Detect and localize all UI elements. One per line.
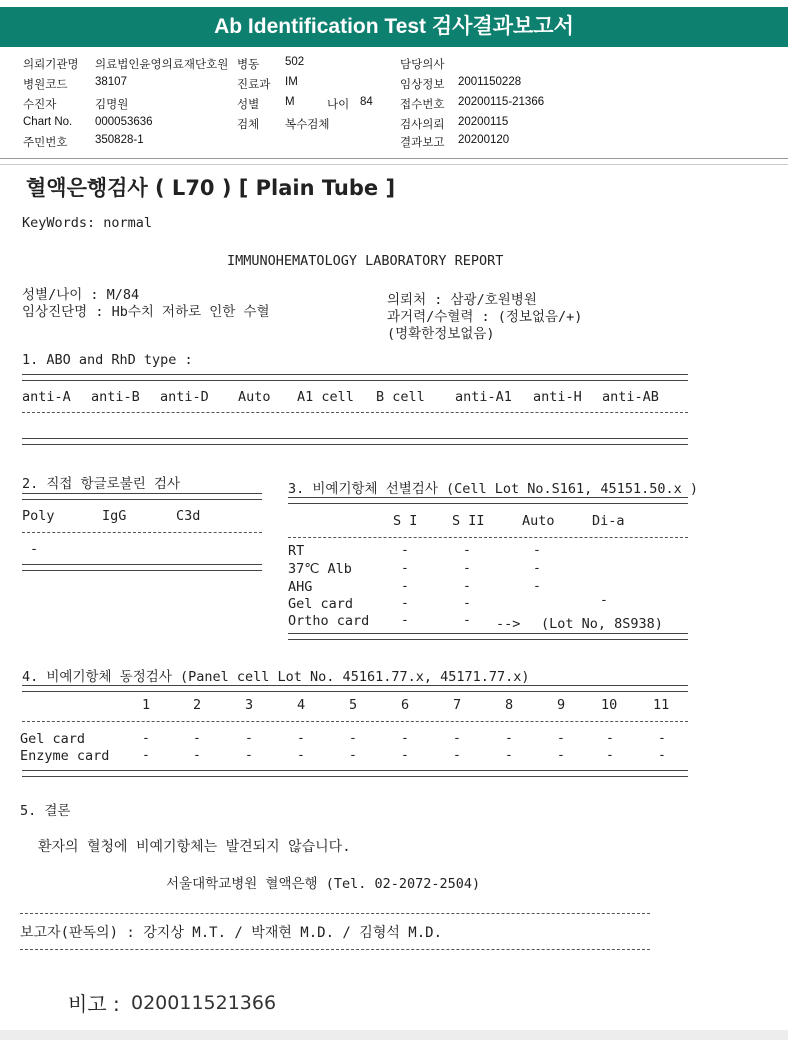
s3-mark: - [533, 579, 541, 594]
examinee-label: 수진자 [23, 99, 57, 111]
institution-value: 의료법인윤영의료재단호원 [95, 59, 229, 71]
s3-double-line-bottom [288, 633, 688, 640]
diagnosis: 임상진단명 : Hb수치 저하로 인한 수혈 [22, 304, 270, 320]
clinical-info-value: 2001150228 [458, 76, 522, 88]
s4-row-label: Enzyme card [20, 748, 110, 764]
s3-col: S I [393, 513, 418, 529]
reporter: 보고자(판독의) : 강지상 M.T. / 박재현 M.D. / 김형석 M.D. [20, 925, 443, 941]
s3-mark: - [401, 596, 409, 611]
s3-arrow: --> [496, 616, 521, 632]
s4-mark: - [297, 748, 305, 763]
report-date-value: 20200120 [458, 134, 510, 146]
request-label: 검사의뢰 [400, 119, 445, 131]
resident-no-value: 350828-1 [95, 134, 144, 146]
s4-col: 9 [557, 697, 566, 713]
s4-mark: - [557, 731, 565, 746]
s1-col: A1 cell [297, 389, 354, 405]
s3-mark: - [463, 579, 471, 594]
s1-col: anti-H [533, 389, 582, 405]
s2-value: - [30, 541, 39, 557]
ward-label: 병동 [237, 59, 260, 71]
s4-line-mid [22, 721, 688, 722]
s3-lot-note: (Lot No, 8S938) [541, 616, 663, 632]
s3-mark: - [401, 613, 409, 628]
s4-mark: - [557, 748, 565, 763]
sex-label: 성별 [237, 99, 260, 111]
s1-double-line-bottom [22, 438, 688, 445]
s3-mark: - [463, 561, 471, 576]
s4-mark: - [606, 748, 614, 763]
s4-mark: - [606, 731, 614, 746]
s4-col: 8 [505, 697, 514, 713]
s4-mark: - [193, 731, 201, 746]
s4-mark: - [453, 731, 461, 746]
institution-label: 의뢰기관명 [23, 59, 79, 71]
specimen-value: 복수검체 [285, 119, 330, 131]
s4-col: 1 [142, 697, 151, 713]
s4-mark: - [245, 731, 253, 746]
s3-row-label: 37℃ Alb [288, 561, 352, 577]
s3-col: Di-a [592, 513, 625, 529]
s4-col: 4 [297, 697, 306, 713]
section-1-title: 1. ABO and RhD type : [22, 352, 193, 368]
section-4-title: 4. 비예기항체 동정검사 (Panel cell Lot No. 45161.77.x, 45171.77.x) [22, 669, 530, 685]
receipt-no-value: 20200115-21366 [458, 96, 545, 108]
s3-mark: - [401, 543, 409, 558]
ward-value: 502 [285, 56, 305, 68]
s3-mark: - [533, 543, 541, 558]
s3-mark: - [463, 543, 471, 558]
report-heading: 혈액은행검사 ( L70 ) [ Plain Tube ] [26, 176, 396, 200]
s1-col: anti-A [22, 389, 71, 405]
chart-no-value: 000053636 [95, 116, 153, 128]
hospital-code-value: 38107 [95, 76, 127, 88]
sex-value: M [285, 96, 295, 108]
s3-mark: - [463, 613, 471, 628]
s4-mark: - [505, 748, 513, 763]
remark-value: 020011521366 [131, 992, 277, 1014]
s4-mark: - [658, 731, 666, 746]
s4-col: 10 [601, 697, 618, 713]
hospital-code-label: 병원코드 [23, 79, 68, 91]
scanned-report [0, 166, 788, 1030]
s3-line-mid [288, 537, 688, 538]
report-title: Ab Identification Test 검사결과보고서 [0, 7, 788, 47]
s3-row-label: RT [288, 543, 305, 559]
s4-mark: - [349, 748, 357, 763]
s3-mark: - [401, 579, 409, 594]
s3-mark: - [600, 593, 608, 608]
reporter-line-bottom [20, 949, 650, 950]
s1-col: anti-D [160, 389, 209, 405]
s4-mark: - [505, 731, 513, 746]
s3-col: Auto [522, 513, 555, 529]
s1-col: B cell [376, 389, 425, 405]
reporter-line-top [20, 913, 650, 914]
hospital-contact: 서울대학교병원 혈액은행 (Tel. 02-2072-2504) [166, 876, 481, 892]
doctor-label: 담당의사 [400, 59, 445, 71]
s2-col: Poly [22, 508, 55, 524]
s4-mark: - [193, 748, 201, 763]
s4-mark: - [142, 748, 150, 763]
s4-col: 5 [349, 697, 358, 713]
s4-col: 2 [193, 697, 202, 713]
s3-row-label: Ortho card [288, 613, 370, 629]
s3-col: S II [452, 513, 485, 529]
s4-mark: - [349, 731, 357, 746]
s1-col: anti-A1 [455, 389, 512, 405]
examinee-value: 김명원 [95, 99, 129, 111]
clinical-info-label: 임상정보 [400, 79, 445, 91]
report-date-label: 결과보고 [400, 137, 445, 149]
s2-line-mid [22, 532, 262, 533]
s4-double-line-top [22, 685, 688, 692]
dept-value: IM [285, 76, 298, 88]
s2-col: IgG [102, 508, 127, 524]
remark-label: 비고 : [68, 992, 120, 1016]
s4-col: 6 [401, 697, 410, 713]
section-3-title: 3. 비예기항체 선별검사 (Cell Lot No.S161, 45151.50.x ) [288, 481, 698, 497]
s4-mark: - [401, 731, 409, 746]
keywords: KeyWords: normal [22, 215, 153, 231]
s1-col: anti-AB [602, 389, 659, 405]
chart-no-label: Chart No. [23, 116, 73, 128]
s4-mark: - [401, 748, 409, 763]
age-label: 나이 [327, 99, 350, 111]
s4-mark: - [297, 731, 305, 746]
s2-double-line-bottom [22, 564, 262, 571]
s3-mark: - [463, 596, 471, 611]
request-value: 20200115 [458, 116, 509, 128]
s3-row-label: Gel card [288, 596, 354, 612]
history-note: (명확한정보없음) [387, 326, 495, 342]
s4-col: 3 [245, 697, 254, 713]
s4-row-label: Gel card [20, 731, 86, 747]
s1-col: anti-B [91, 389, 140, 405]
history: 과거력/수혈력 : (정보없음/+) [387, 309, 583, 325]
s4-mark: - [142, 731, 150, 746]
age-value: 84 [360, 96, 373, 108]
info-divider-2 [0, 164, 788, 165]
s1-line-mid [22, 412, 688, 413]
s3-double-line-top [288, 497, 688, 504]
dept-label: 진료과 [237, 79, 271, 91]
s2-col: C3d [176, 508, 201, 524]
resident-no-label: 주민번호 [23, 137, 68, 149]
s2-double-line-top [22, 493, 262, 500]
receipt-no-label: 접수번호 [400, 99, 445, 111]
section-5-title: 5. 결론 [20, 803, 71, 819]
s4-mark: - [453, 748, 461, 763]
s4-col: 11 [653, 697, 670, 713]
section-2-title: 2. 직접 항글로불린 검사 [22, 476, 181, 492]
s4-col: 7 [453, 697, 462, 713]
specimen-label: 검체 [237, 119, 260, 131]
conclusion: 환자의 혈청에 비예기항체는 발견되지 않습니다. [38, 839, 351, 855]
referrer: 의뢰처 : 삼광/호원병원 [387, 292, 537, 308]
s4-mark: - [245, 748, 253, 763]
s3-mark: - [401, 561, 409, 576]
sex-age: 성별/나이 : M/84 [22, 287, 140, 303]
info-divider [0, 158, 788, 159]
s1-double-line-top [22, 374, 688, 381]
s4-mark: - [658, 748, 666, 763]
s3-mark: - [533, 561, 541, 576]
s1-col: Auto [238, 389, 271, 405]
lab-title: IMMUNOHEMATOLOGY LABORATORY REPORT [227, 253, 504, 269]
s3-row-label: AHG [288, 579, 313, 595]
s4-double-line-bottom [22, 770, 688, 777]
